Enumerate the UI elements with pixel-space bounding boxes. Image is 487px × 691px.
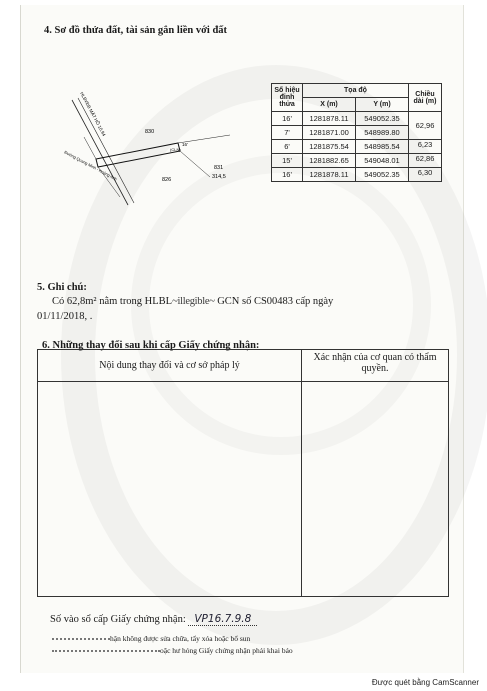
section5-title: 5. Ghi chú: bbox=[37, 282, 87, 293]
row-length: 6,23 bbox=[409, 140, 442, 154]
row-x: 1281878.11 bbox=[303, 168, 356, 182]
note-line1-end: GCN số CS00483 cấp ngày bbox=[217, 296, 334, 307]
row-y: 549048.01 bbox=[356, 154, 409, 168]
header-coord: Tọa độ bbox=[303, 84, 409, 98]
header-y: Y (m) bbox=[356, 98, 409, 112]
footnote-line-1 bbox=[52, 634, 250, 643]
header-point: Số hiệu đỉnh thửa bbox=[272, 84, 303, 112]
changes-col2-header: Xác nhận của cơ quan có thẩm quyền. bbox=[302, 350, 449, 382]
point-label: 16' bbox=[182, 142, 188, 147]
register-value: VP16.7.9.8 bbox=[188, 613, 257, 626]
row-point: 7' bbox=[272, 126, 303, 140]
row-point: 15' bbox=[272, 154, 303, 168]
road-line-left-2 bbox=[78, 98, 134, 203]
footnote-redacted-2 bbox=[52, 650, 160, 652]
footnote-redacted-1 bbox=[52, 638, 110, 640]
changes-col2-body bbox=[302, 382, 449, 597]
note-line-2: 01/11/2018, . bbox=[37, 311, 93, 322]
row-point: 16' bbox=[272, 168, 303, 182]
footnote-line1-text: hận không được sửa chữa, tẩy xóa hoặc bổ sun bbox=[110, 634, 251, 643]
footnote-line2-text: oặc hư hỏng Giấy chứng nhận phải khai báo bbox=[160, 646, 293, 655]
row-y: 548989.80 bbox=[356, 126, 409, 140]
changes-col1-body bbox=[38, 382, 302, 597]
section6-title: 6. Những thay đổi sau khi cấp Giấy chứng nhận: bbox=[42, 340, 260, 351]
row-length: 62,86 bbox=[409, 154, 442, 168]
parcel-831-label: 831 bbox=[214, 165, 224, 171]
register-line bbox=[50, 613, 257, 625]
header-x: X (m) bbox=[303, 98, 356, 112]
note-line1-start: Có 62,8m² nằm trong HLBL bbox=[52, 296, 173, 307]
row-x: 1281871.00 bbox=[303, 126, 356, 140]
road-line-left bbox=[72, 100, 128, 205]
row-point: 16' bbox=[272, 112, 303, 126]
coordinate-table bbox=[271, 83, 442, 182]
changes-table bbox=[37, 349, 449, 597]
row-y: 548985.54 bbox=[356, 140, 409, 154]
register-label: Số vào sổ cấp Giấy chứng nhận: bbox=[50, 614, 186, 625]
note-line-1 bbox=[52, 296, 333, 307]
header-length: Chiều dài (m) bbox=[409, 84, 442, 112]
row-length: 62,96 bbox=[409, 112, 442, 140]
area-label: 314,5 bbox=[212, 174, 226, 180]
parcel-small-label: (CLN) bbox=[170, 147, 181, 152]
note-line1-blur: ~illegible~ bbox=[172, 296, 215, 307]
row-x: 1281878.11 bbox=[303, 112, 356, 126]
row-point: 6' bbox=[272, 140, 303, 154]
row-y: 549052.35 bbox=[356, 168, 409, 182]
row-y: 549052.35 bbox=[356, 112, 409, 126]
section4-title: 4. Sơ đồ thửa đất, tài sản gắn liền với đất bbox=[44, 25, 228, 36]
row-x: 1281882.65 bbox=[303, 154, 356, 168]
parcel-826-label: 826 bbox=[162, 177, 172, 183]
parcel-map bbox=[60, 85, 240, 215]
footnote-line-2 bbox=[52, 646, 293, 655]
row-length: 6,30 bbox=[409, 168, 442, 182]
road-left-label: HLBVĐB MẶT HỒ 10.94 bbox=[79, 91, 107, 137]
parcel-830-label: 830 bbox=[145, 129, 155, 135]
row-x: 1281875.54 bbox=[303, 140, 356, 154]
scanner-footer: Được quét bằng CamScanner bbox=[371, 678, 479, 687]
road-bottom-label: Đường Quang Minh - Hoàng Anh bbox=[63, 149, 118, 182]
changes-col1-header: Nội dung thay đổi và cơ sở pháp lý bbox=[38, 350, 302, 382]
